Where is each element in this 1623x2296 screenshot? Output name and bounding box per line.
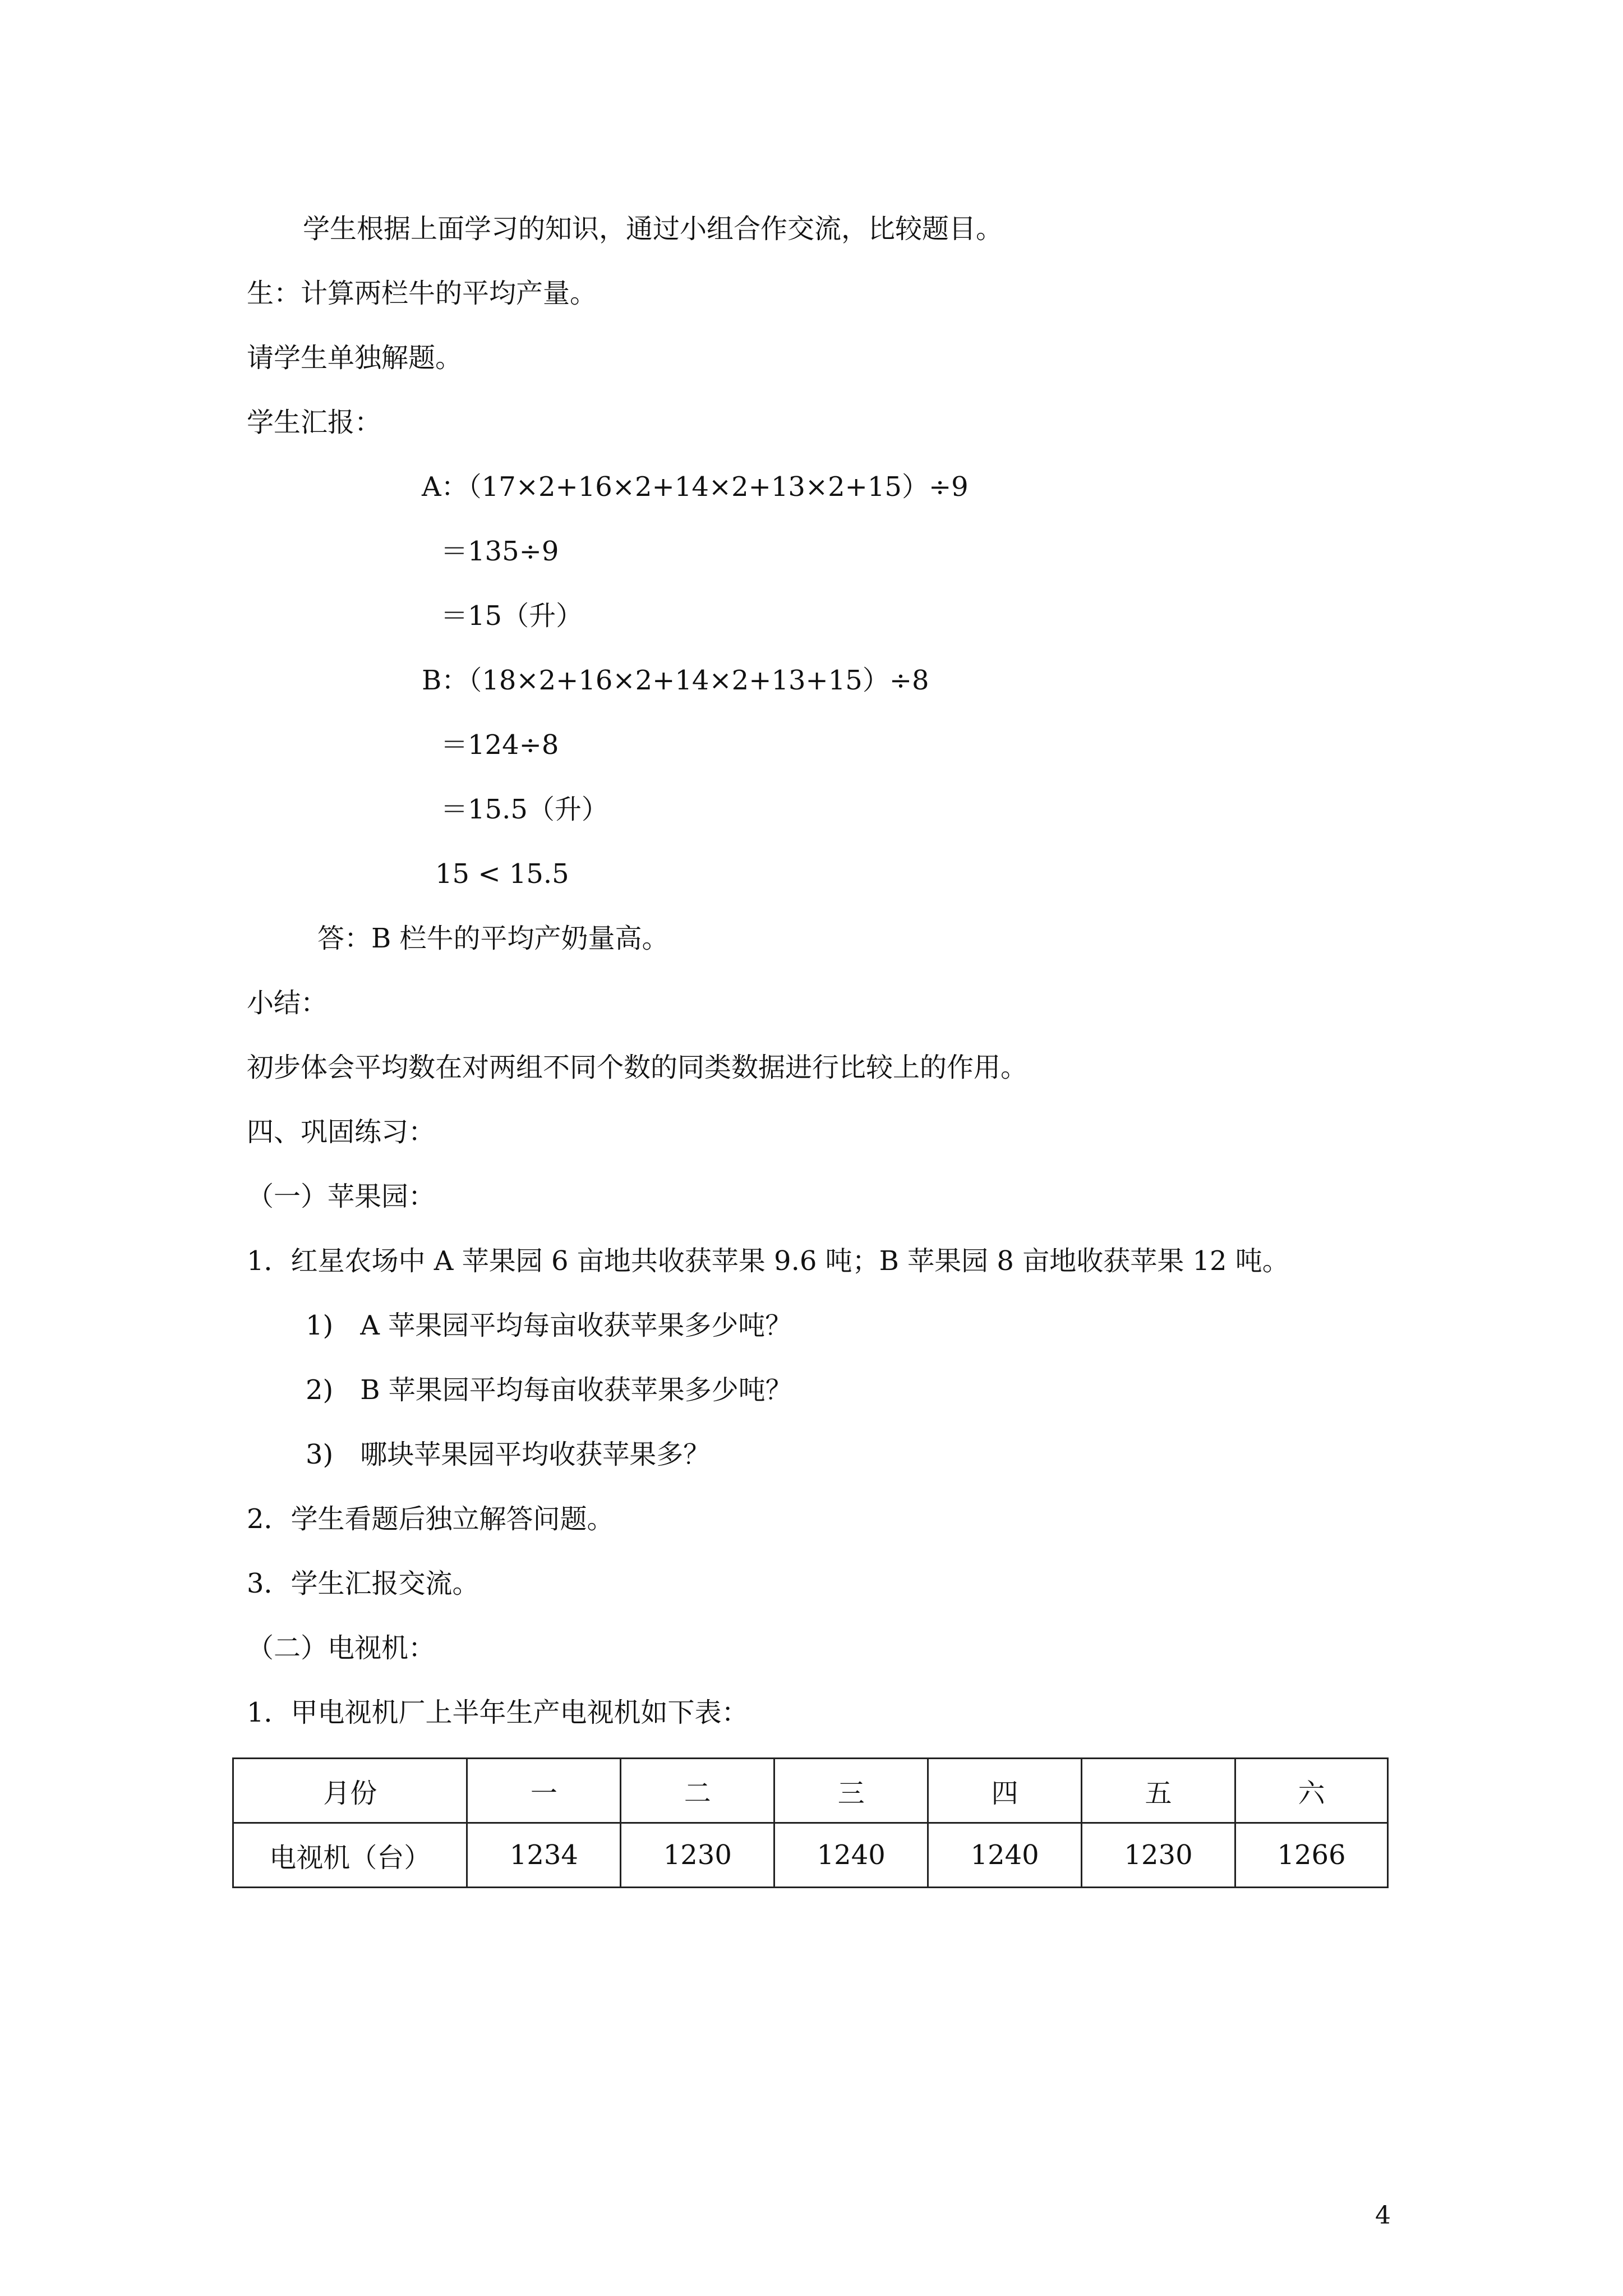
table-cell: 三: [774, 1759, 928, 1823]
table-cell: 1240: [774, 1823, 928, 1888]
equation-a-step-1: ＝135÷9: [441, 536, 559, 567]
table-cell: 月份: [233, 1759, 467, 1823]
table-cell: 1266: [1235, 1823, 1388, 1888]
paragraph-answer: 答：B 栏牛的平均产奶量高。: [317, 923, 669, 954]
table-cell: 1230: [621, 1823, 774, 1888]
paragraph-solve-alone: 请学生单独解题。: [247, 342, 463, 374]
paragraph-student-answer: 生：计算两栏牛的平均产量。: [247, 278, 597, 309]
equation-b-step-1: ＝124÷8: [441, 729, 559, 761]
equation-b-result: ＝15.5（升）: [441, 794, 608, 825]
tv-production-table: [232, 1757, 1389, 1888]
comparison: 15 < 15.5: [435, 858, 569, 890]
table-cell: 1230: [1082, 1823, 1235, 1888]
table-row: [233, 1823, 1388, 1888]
table-cell: 六: [1235, 1759, 1388, 1823]
table-header-row: [233, 1759, 1388, 1823]
heading-summary: 小结：: [247, 987, 328, 1019]
table-cell: 电视机（台）: [233, 1823, 467, 1888]
heading-practice: 四、巩固练习：: [247, 1116, 436, 1148]
paragraph-student-report: 学生汇报：: [247, 407, 382, 438]
table-cell: 一: [467, 1759, 621, 1823]
table-cell: 四: [928, 1759, 1082, 1823]
table-caption: 1．甲电视机厂上半年生产电视机如下表：: [247, 1697, 749, 1728]
question-2: 2) B 苹果园平均每亩收获苹果多少吨？: [306, 1374, 792, 1406]
heading-television: （二）电视机：: [247, 1632, 436, 1664]
heading-apple-orchard: （一）苹果园：: [247, 1181, 436, 1212]
equation-a-result: ＝15（升）: [441, 600, 583, 632]
problem-1-statement: 1．红星农场中 A 苹果园 6 亩地共收获苹果 9.6 吨；B 苹果园 8 亩地收获苹果 12 吨。: [247, 1245, 1289, 1277]
table-cell: 1240: [928, 1823, 1082, 1888]
question-1: 1) A 苹果园平均每亩收获苹果多少吨？: [306, 1310, 792, 1341]
page-number: 4: [1375, 2201, 1391, 2230]
equation-b-expression: B：（18×2+16×2+14×2+13+15）÷8: [422, 665, 929, 696]
paragraph-summary: 初步体会平均数在对两组不同个数的同类数据进行比较上的作用。: [247, 1052, 1028, 1083]
table-cell: 五: [1082, 1759, 1235, 1823]
paragraph-group-discussion: 学生根据上面学习的知识，通过小组合作交流，比较题目。: [303, 213, 1003, 245]
table-cell: 1234: [467, 1823, 621, 1888]
question-3: 3) 哪块苹果园平均收获苹果多？: [306, 1439, 711, 1470]
equation-a-expression: A：（17×2+16×2+14×2+13×2+15）÷9: [422, 471, 969, 503]
step-2-independent: 2．学生看题后独立解答问题。: [247, 1503, 614, 1535]
table-cell: 二: [621, 1759, 774, 1823]
step-3-report: 3．学生汇报交流。: [247, 1568, 479, 1599]
